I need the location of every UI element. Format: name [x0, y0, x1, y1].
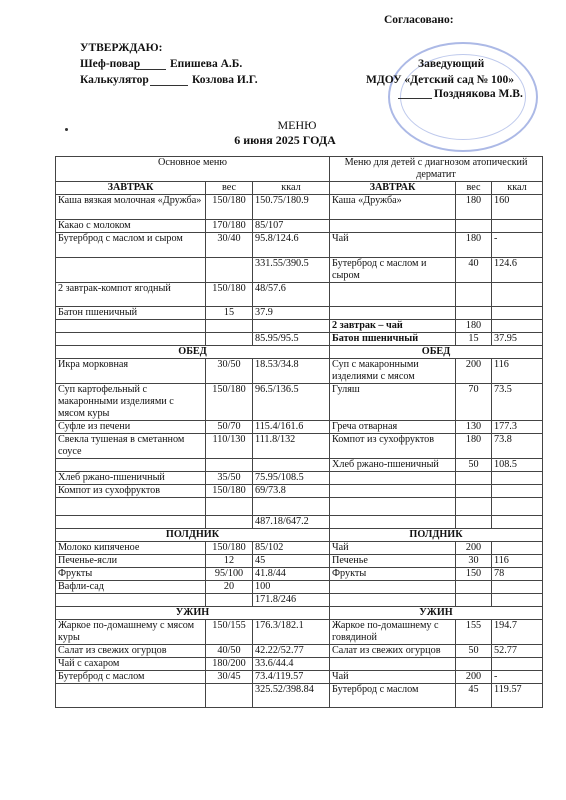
- table-cell: 171.8/246: [253, 594, 330, 607]
- table-cell: Фрукты: [330, 568, 456, 581]
- table-cell: 325.52/398.84: [253, 684, 330, 708]
- table-cell: [56, 258, 206, 283]
- table-cell: Каша вязкая молочная «Дружба»: [56, 195, 206, 220]
- table-cell: 20: [206, 581, 253, 594]
- calc-signature-line: [150, 85, 188, 86]
- table-cell: Греча отварная: [330, 421, 456, 434]
- table-row: [56, 459, 543, 472]
- breakfast-title-atopic: ЗАВТРАК: [330, 182, 456, 195]
- table-cell: 100: [253, 581, 330, 594]
- table-cell: [492, 658, 543, 671]
- table-cell: [492, 485, 543, 498]
- table-cell: [492, 581, 543, 594]
- table-cell: 111.8/132: [253, 434, 330, 459]
- table-cell: Хлеб ржано-пшеничный: [56, 472, 206, 485]
- menu-title: МЕНЮ: [277, 118, 317, 132]
- table-cell: 160: [492, 195, 543, 220]
- table-row: [56, 645, 543, 658]
- table-cell: 50/70: [206, 421, 253, 434]
- table-cell: Салат из свежих огурцов: [330, 645, 456, 658]
- table-cell: 12: [206, 555, 253, 568]
- table-cell: [253, 320, 330, 333]
- table-cell: 30/40: [206, 233, 253, 258]
- table-cell: 18.53/34.8: [253, 359, 330, 384]
- table-cell: Фрукты: [56, 568, 206, 581]
- table-cell: [492, 594, 543, 607]
- table-cell: [330, 498, 456, 516]
- table-cell: [253, 459, 330, 472]
- table-cell: Икра морковная: [56, 359, 206, 384]
- table-cell: Жаркое по-домашнему с мясом куры: [56, 620, 206, 645]
- table-row: [56, 485, 543, 498]
- table-cell: Компот из сухофруктов: [330, 434, 456, 459]
- atopic-menu-header: Меню для детей с диагнозом атопический дерматит: [330, 157, 543, 182]
- table-row: [56, 542, 543, 555]
- table-cell: 180: [456, 233, 492, 258]
- table-cell: [206, 459, 253, 472]
- table-cell: [456, 658, 492, 671]
- table-cell: 124.6: [492, 258, 543, 283]
- table-row: [56, 233, 543, 258]
- table-cell: 40: [456, 258, 492, 283]
- table-cell: [492, 542, 543, 555]
- table-cell: 155: [456, 620, 492, 645]
- col-weight-main: вес: [206, 182, 253, 195]
- table-cell: 170/180: [206, 220, 253, 233]
- agreed-label: Согласовано:: [384, 14, 454, 26]
- table-cell: [456, 516, 492, 529]
- col-kcal-atopic: ккал: [492, 182, 543, 195]
- ink-dot: [65, 128, 68, 131]
- table-cell: 96.5/136.5: [253, 384, 330, 421]
- table-cell: 50: [456, 459, 492, 472]
- table-cell: [206, 594, 253, 607]
- table-cell: Вафли-сад: [56, 581, 206, 594]
- dinner-title-main: УЖИН: [56, 607, 330, 620]
- table-cell: Суфле из печени: [56, 421, 206, 434]
- table-cell: 73.5: [492, 384, 543, 421]
- table-row: [56, 359, 543, 384]
- table-cell: Печенье-ясли: [56, 555, 206, 568]
- table-cell: [330, 516, 456, 529]
- table-cell: [56, 320, 206, 333]
- main-menu-header: Основное меню: [56, 157, 330, 182]
- table-cell: 150/180: [206, 485, 253, 498]
- table-cell: 15: [456, 333, 492, 346]
- table-cell: [206, 516, 253, 529]
- table-row: [56, 434, 543, 459]
- table-row: [56, 472, 543, 485]
- table-cell: 180: [456, 195, 492, 220]
- table-cell: 45: [253, 555, 330, 568]
- table-cell: 95/100: [206, 568, 253, 581]
- table-row: [56, 307, 543, 320]
- table-row: [56, 283, 543, 307]
- table-cell: Бутерброд с маслом и сыром: [330, 258, 456, 283]
- table-cell: 73.4/119.57: [253, 671, 330, 684]
- table-cell: 150/155: [206, 620, 253, 645]
- table-cell: [330, 485, 456, 498]
- chef-name: Епишева А.Б.: [170, 58, 243, 70]
- snack-header-row: [56, 529, 543, 542]
- table-cell: Жаркое по-домашнему с говядиной: [330, 620, 456, 645]
- head-signature-line: [398, 98, 432, 99]
- table-cell: Какао с молоком: [56, 220, 206, 233]
- table-cell: 108.5: [492, 459, 543, 472]
- table-cell: [456, 307, 492, 320]
- table-row: [56, 658, 543, 671]
- table-row: [56, 333, 543, 346]
- table-cell: 200: [456, 671, 492, 684]
- table-cell: [456, 581, 492, 594]
- table-cell: [56, 498, 206, 516]
- snack-title-main: ПОЛДНИК: [56, 529, 330, 542]
- table-cell: 30/45: [206, 671, 253, 684]
- table-cell: 150.75/180.9: [253, 195, 330, 220]
- table-row: [56, 220, 543, 233]
- menu-date: 6 июня 2025 ГОДА: [234, 133, 336, 147]
- table-cell: Чай: [330, 233, 456, 258]
- table-cell: 116: [492, 555, 543, 568]
- table-cell: 85/102: [253, 542, 330, 555]
- table-cell: [56, 684, 206, 708]
- table-cell: 150/180: [206, 195, 253, 220]
- table-row: [56, 195, 543, 220]
- org-name: МДОУ «Детский сад № 100»: [366, 74, 515, 86]
- table-cell: 110/130: [206, 434, 253, 459]
- table-row: [56, 620, 543, 645]
- table-cell: 180: [456, 320, 492, 333]
- table-cell: 30: [456, 555, 492, 568]
- table-cell: 40/50: [206, 645, 253, 658]
- table-cell: Батон пшеничный: [330, 333, 456, 346]
- table-cell: 33.6/44.4: [253, 658, 330, 671]
- table-cell: 35/50: [206, 472, 253, 485]
- table-cell: 2 завтрак-компот ягодный: [56, 283, 206, 307]
- table-cell: 150/180: [206, 384, 253, 421]
- table-cell: 150: [456, 568, 492, 581]
- table-cell: 150/180: [206, 542, 253, 555]
- table-cell: 85/107: [253, 220, 330, 233]
- menu-table: [55, 156, 543, 708]
- table-cell: 45: [456, 684, 492, 708]
- table-row: [56, 421, 543, 434]
- calc-line: Калькулятор: [80, 74, 149, 86]
- table-cell: 200: [456, 359, 492, 384]
- table-cell: [330, 594, 456, 607]
- table-cell: 73.8: [492, 434, 543, 459]
- table-cell: Компот из сухофруктов: [56, 485, 206, 498]
- table-cell: Чай: [330, 671, 456, 684]
- snack-title-atopic: ПОЛДНИК: [330, 529, 543, 542]
- table-cell: 115.4/161.6: [253, 421, 330, 434]
- table-cell: 78: [492, 568, 543, 581]
- table-row: [56, 498, 543, 516]
- table-row: [56, 516, 543, 529]
- table-cell: Чай с сахаром: [56, 658, 206, 671]
- lunch-header-row: [56, 346, 543, 359]
- col-weight-atopic: вес: [456, 182, 492, 195]
- dinner-header-row: [56, 607, 543, 620]
- calc-name: Козлова И.Г.: [192, 74, 258, 86]
- table-cell: 48/57.6: [253, 283, 330, 307]
- table-cell: Свекла тушеная в сметанном соусе: [56, 434, 206, 459]
- table-cell: 194.7: [492, 620, 543, 645]
- table-row: [56, 568, 543, 581]
- table-cell: 119.57: [492, 684, 543, 708]
- table-cell: Бутерброд с маслом: [56, 671, 206, 684]
- table-cell: 70: [456, 384, 492, 421]
- table-cell: 75.95/108.5: [253, 472, 330, 485]
- table-cell: [492, 307, 543, 320]
- table-cell: [253, 498, 330, 516]
- table-cell: Чай: [330, 542, 456, 555]
- table-cell: [492, 472, 543, 485]
- table-cell: 200: [456, 542, 492, 555]
- table-cell: Суп картофельный с макаронными изделиями с мясом куры: [56, 384, 206, 421]
- breakfast-header-row: [56, 182, 543, 195]
- table-cell: Салат из свежих огурцов: [56, 645, 206, 658]
- table-cell: [456, 594, 492, 607]
- table-row: [56, 555, 543, 568]
- chef-line: Шеф-повар: [80, 58, 141, 70]
- table-cell: 176.3/182.1: [253, 620, 330, 645]
- table-row: [56, 671, 543, 684]
- table-cell: [330, 581, 456, 594]
- table-cell: Батон пшеничный: [56, 307, 206, 320]
- table-cell: [492, 220, 543, 233]
- table-cell: Каша «Дружба»: [330, 195, 456, 220]
- table-cell: [456, 283, 492, 307]
- table-cell: 116: [492, 359, 543, 384]
- head-title: Заведующий: [418, 58, 485, 70]
- table-cell: Бутерброд с маслом и сыром: [56, 233, 206, 258]
- table-cell: Хлеб ржано-пшеничный: [330, 459, 456, 472]
- table-cell: 331.55/390.5: [253, 258, 330, 283]
- table-cell: -: [492, 233, 543, 258]
- table-cell: [206, 498, 253, 516]
- table-row: [56, 258, 543, 283]
- table-cell: Молоко кипяченое: [56, 542, 206, 555]
- table-cell: [56, 333, 206, 346]
- table-cell: [206, 333, 253, 346]
- table-cell: 41.8/44: [253, 568, 330, 581]
- table-row: [56, 594, 543, 607]
- table-cell: 177.3: [492, 421, 543, 434]
- table-cell: [206, 258, 253, 283]
- table-cell: 180/200: [206, 658, 253, 671]
- table-cell: [492, 516, 543, 529]
- table-row: [56, 581, 543, 594]
- table-cell: 487.18/647.2: [253, 516, 330, 529]
- table-cell: [492, 283, 543, 307]
- table-cell: [492, 498, 543, 516]
- table-cell: [330, 283, 456, 307]
- lunch-title-main: ОБЕД: [56, 346, 330, 359]
- table-cell: Суп с макаронными изделиями с мясом: [330, 359, 456, 384]
- table-cell: 150/180: [206, 283, 253, 307]
- table-cell: [492, 320, 543, 333]
- table-cell: [56, 594, 206, 607]
- table-cell: [456, 485, 492, 498]
- table-cell: 37.95: [492, 333, 543, 346]
- breakfast-title-main: ЗАВТРАК: [56, 182, 206, 195]
- table-cell: [206, 684, 253, 708]
- table-header-row: [56, 157, 543, 182]
- table-cell: [330, 658, 456, 671]
- table-cell: 130: [456, 421, 492, 434]
- table-cell: 69/73.8: [253, 485, 330, 498]
- table-cell: Бутерброд с маслом: [330, 684, 456, 708]
- table-cell: [206, 320, 253, 333]
- table-cell: 42.22/52.77: [253, 645, 330, 658]
- table-cell: 52.77: [492, 645, 543, 658]
- table-cell: 2 завтрак – чай: [330, 320, 456, 333]
- table-cell: 37.9: [253, 307, 330, 320]
- table-cell: [330, 472, 456, 485]
- table-row: [56, 684, 543, 708]
- table-cell: 50: [456, 645, 492, 658]
- approve-label: УТВЕРЖДАЮ:: [80, 42, 163, 54]
- head-name: Позднякова М.В.: [434, 88, 523, 100]
- table-cell: [56, 516, 206, 529]
- table-cell: [56, 459, 206, 472]
- menu-title-block: [0, 118, 566, 148]
- table-cell: [330, 220, 456, 233]
- table-cell: 85.95/95.5: [253, 333, 330, 346]
- table-row: [56, 384, 543, 421]
- table-cell: Гуляш: [330, 384, 456, 421]
- table-cell: Печенье: [330, 555, 456, 568]
- col-kcal-main: ккал: [253, 182, 330, 195]
- table-cell: [456, 498, 492, 516]
- table-cell: [456, 472, 492, 485]
- table-cell: 15: [206, 307, 253, 320]
- table-cell: [330, 307, 456, 320]
- table-cell: 30/50: [206, 359, 253, 384]
- table-cell: -: [492, 671, 543, 684]
- table-row: [56, 320, 543, 333]
- table-cell: 180: [456, 434, 492, 459]
- table-cell: [456, 220, 492, 233]
- table-cell: 95.8/124.6: [253, 233, 330, 258]
- chef-signature-line: [136, 69, 166, 70]
- dinner-title-atopic: УЖИН: [330, 607, 543, 620]
- lunch-title-atopic: ОБЕД: [330, 346, 543, 359]
